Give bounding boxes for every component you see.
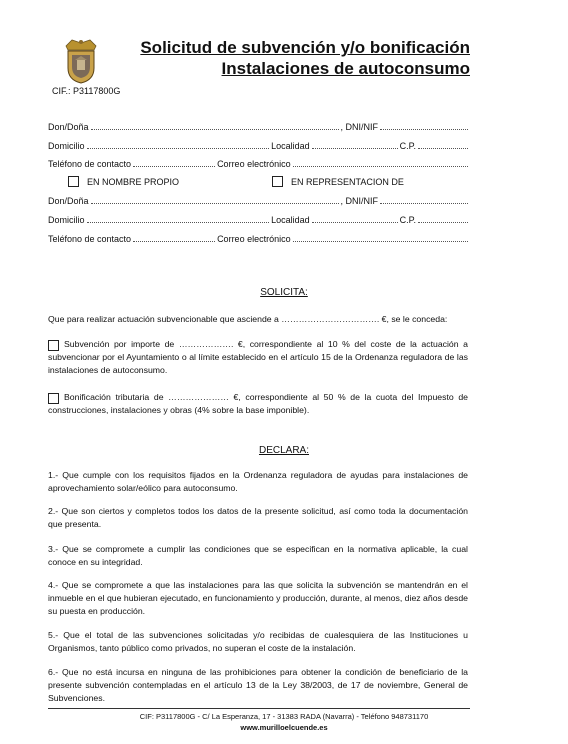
declara-heading: DECLARA: — [258, 445, 309, 456]
page-subtitle: Instalaciones de autoconsumo — [221, 59, 470, 78]
rep-city-label: Localidad — [271, 215, 310, 225]
footer-website[interactable]: www.murilloelcuende.es — [240, 723, 328, 732]
dni-label: , DNI/NIF — [340, 122, 378, 132]
solicita-heading: SOLICITA: — [260, 287, 308, 298]
rep-email-field[interactable] — [293, 240, 468, 242]
phone-label: Teléfono de contacto — [48, 159, 132, 169]
declara-item-2: 2.- Que son ciertos y completos todos los datos de la presente solicitud, así como toda la documentación que presenta. — [48, 506, 468, 529]
representation-label: EN REPRESENTACION DE — [291, 176, 404, 187]
address-field[interactable] — [87, 147, 270, 149]
own-name-label: EN NOMBRE PROPIO — [87, 176, 180, 187]
tax-bonus-option-text: Bonificación tributaria de ………………… €, correspondiente al 50 % de la cuota del Impuesto de construcciones, instalaciones y obras (4% sobre la base imponible). — [48, 392, 468, 415]
rep-dni-label: , DNI/NIF — [340, 196, 378, 206]
representative-contact-row — [48, 232, 470, 244]
city-label: Localidad — [271, 141, 310, 151]
postal-label: C.P. — [399, 141, 416, 151]
footer-address: CIF: P3117800G - C/ La Esperanza, 17 - 31383 RADA (Navarra) - Teléfono 948731170 — [139, 712, 429, 721]
declara-item-4: 4.- Que se compromete a que las instalaciones para las que solicita la subvención se mantendrán en el inmueble en el que hubieran ejecutado, en funcionamiento y producción, durante, al menos, diez años desde su puesta en producción. — [48, 580, 468, 616]
email-label: Correo electrónico — [217, 159, 291, 169]
dni-field[interactable] — [380, 128, 468, 130]
declara-item-1: 1.- Que cumple con los requisitos fijados en la Ordenanza reguladora de ayudas para instalaciones de aprovechamiento solar/eólico para autoconsumo. — [48, 470, 468, 493]
postal-field[interactable] — [418, 147, 468, 149]
city-field[interactable] — [312, 147, 398, 149]
page-title: Solicitud de subvención y/o bonificación — [140, 38, 470, 57]
own-name-checkbox[interactable] — [68, 176, 79, 187]
phone-field[interactable] — [133, 165, 215, 167]
municipal-crest-icon — [60, 36, 102, 84]
representation-checkbox[interactable] — [272, 176, 283, 187]
rep-city-field[interactable] — [312, 221, 398, 223]
representative-name-row — [48, 194, 470, 206]
rep-postal-field[interactable] — [418, 221, 468, 223]
cif-label: CIF.: P3117800G — [52, 86, 121, 96]
option-own-name[interactable] — [68, 176, 179, 187]
rep-dni-field[interactable] — [380, 202, 468, 204]
representative-address-row — [48, 213, 470, 225]
declara-item-5: 5.- Que el total de las subvenciones solicitadas y/o recibidas de cualesquiera de las Instituciones u Organismos, tanto público como privados, no superan el coste de la instalación. — [48, 630, 468, 653]
footer-divider — [48, 708, 470, 709]
name-label: Don/Doña — [48, 122, 89, 132]
applicant-contact-row — [48, 157, 470, 169]
rep-name-label: Don/Doña — [48, 196, 89, 206]
solicita-intro: Que para realizar actuación subvencionable que asciende a ……………………………. €, se le conceda: — [48, 314, 448, 324]
subsidy-option-text: Subvención por importe de ………………. €, correspondiente al 10 % del coste de la actuación a subvencionar por el Ayuntamiento o al límite establecido en el artículo 15 de la Ordenanza reguladora de las instalaciones de autoconsumo. — [48, 339, 468, 375]
email-field[interactable] — [293, 165, 468, 167]
rep-address-label: Domicilio — [48, 215, 85, 225]
option-representation[interactable] — [272, 176, 404, 187]
rep-address-field[interactable] — [87, 221, 270, 223]
name-field[interactable] — [91, 128, 339, 130]
declara-item-3: 3.- Que se compromete a cumplir las condiciones que se especifican en la normativa aplicable, la cual conoce en su integridad. — [48, 544, 468, 567]
address-label: Domicilio — [48, 141, 85, 151]
applicant-name-row — [48, 120, 470, 132]
rep-email-label: Correo electrónico — [217, 234, 291, 244]
rep-postal-label: C.P. — [399, 215, 416, 225]
rep-name-field[interactable] — [91, 202, 339, 204]
rep-phone-field[interactable] — [133, 240, 215, 242]
applicant-address-row — [48, 139, 470, 151]
declara-item-6: 6.- Que no está incursa en ninguna de las prohibiciones para obtener la condición de beneficiario de la presente subvención contempladas en el artículo 13 de la Ley 38/2003, de 17 de noviembre, General de Subvenciones. — [48, 667, 468, 703]
rep-phone-label: Teléfono de contacto — [48, 234, 132, 244]
